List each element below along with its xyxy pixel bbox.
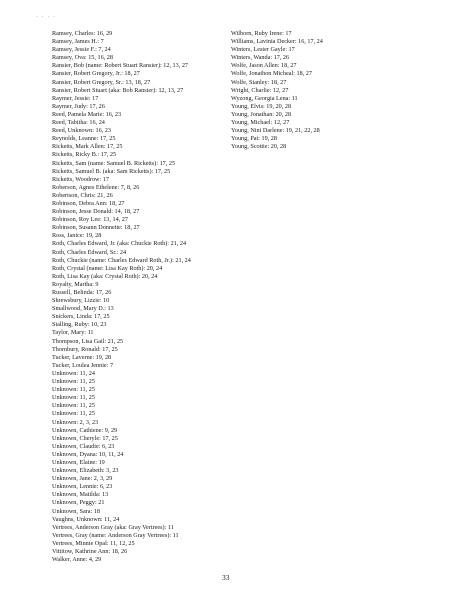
index-entry: Roth, Crystal (name: Lisa Kay Roth): 20, 24 [52,264,163,272]
index-entry: Wilborn, Ruby Irene: 17 [231,30,292,37]
index-entry: Wolfe, Stanley: 18, 27 [231,78,287,86]
index-entry: Wolfe, Jason Allen: 18, 27 [231,62,297,70]
index-entry: Royalty, Martha: 9 [52,280,99,288]
index-entry: Walker, Anne: 4, 29 [52,556,102,564]
index-entry: Ransier, Bob (name: Robert Stuart Ransier): 12, 13, 27 [52,62,189,70]
index-entry: Thompson, Lisa Gail: 21, 25 [52,337,124,345]
scan-corner-mark: · · · · [36,14,56,20]
index-entry: Young, Jonathan: 20, 28 [231,110,292,118]
index-entry: Vertrees, Gray (name: Anderson Gray Vertrees): 11 [52,531,179,539]
index-entry: Unknown: 11, 25 [52,378,95,386]
index-entry: Reed, Tabitha: 16, 24 [52,119,105,127]
index-entry: Vertrees, Anderson Gray (aka: Gray Vertrees): 11 [52,523,174,531]
index-entry: Vertrees, Minnie Opal: 11, 12, 25 [52,539,135,547]
index-entry: Ricketts, Woodrow: 17 [52,175,109,183]
index-entry: Roth, Lisa Kay (aka: Crystal Roth): 20, 24 [52,272,158,280]
index-entry: Young, Elvis: 19, 20, 28 [231,102,292,110]
index-entry: Ransier, Robert Gregory, Sr.: 13, 18, 27 [52,78,151,86]
index-entry: Unknown, Peggy: 21 [52,499,105,507]
index-entry: Unknown, Lennie: 6, 23 [52,483,113,491]
index-entry: Wolfe, Jonathon Micheal: 18, 27 [231,70,312,78]
index-entry: Unknown, Cathiene: 9, 29 [52,426,118,434]
index-entry: Unknown: 11, 25 [52,386,95,394]
index-entry: Unknown: 11, 25 [52,402,95,410]
index-entry: Roth, Chuckie (name: Charles Edward Roth, Jr.): 21, 24 [52,256,191,264]
index-entry: Ross, Janice: 19, 28 [52,232,102,240]
index-entry: Russell, Belinda: 17, 26 [52,289,112,296]
index-entry: Vaughns, Unknown: 11, 24 [52,515,120,523]
index-entry: Unknown, Elizabeth: 3, 23 [52,467,119,475]
index-entry: Reed, Unknown: 16, 23 [52,127,111,135]
index-entry: Unknown, Sara: 18 [52,507,100,515]
index-entry: Unknown, Cheryle: 17, 25 [52,434,118,442]
index-entry: Young, Nini Darlene: 19, 21, 22, 28 [231,127,320,135]
index-entry: Taylor, Mary: 11 [52,329,94,337]
index-entry: Wright, Charlie: 12, 27 [231,86,289,94]
index-entry: Tucker, Laverne: 19, 28 [52,353,112,361]
index-entry: Unknown: 2, 3, 23 [52,418,99,426]
index-entry: Robinson, Debra Ann: 18, 27 [52,199,125,207]
index-column-right [231,30,431,151]
index-entry: Unknown, Jane: 2, 3, 29 [52,475,113,483]
index-entry: Tucker, Loulea Jennie: 7 [52,361,114,369]
index-entry: Robinson, Roy Lee: 13, 14, 27 [52,216,128,224]
index-entry: Raymer, Jessie: 17 [52,94,99,102]
index-entry: Unknown, Claudie: 6, 23 [52,442,115,450]
index-entry: Unknown, Dyana: 10, 11, 24 [52,450,124,458]
index-entry: Ramsey, James H.: 7 [52,38,104,46]
index-entry: Roth, Charles Edward, Jr. (aka: Chuckie Roth): 21, 24 [52,240,187,248]
index-entry: Ramsey, Charles: 16, 29 [52,30,113,37]
index-entry: Ricketts, Ricky B.: 17, 25 [52,151,117,159]
index-entry: Robertson, Chris: 21, 26 [52,191,113,199]
index-entry: Roth, Charles Edward, Sr.: 24 [52,248,127,256]
index-entry: Reed, Pamela Marie: 16, 23 [52,110,122,118]
index-entry: Young, Michael: 12, 27 [231,119,290,127]
index-entry: Raymer, Judy: 17, 26 [52,102,105,110]
index-entry: Unknown, Matilda: 13 [52,491,109,499]
index-entry: Robinson, Susann Donnette: 18, 27 [52,224,140,232]
index-entry: Ricketts, Mark Allen: 17, 25 [52,143,123,151]
index-entry: Wyzong, Georgia Lena: 11 [231,94,298,102]
index-entry: Snickers, Linda: 17, 25 [52,313,110,321]
index-entry: Unknown: 11, 24 [52,369,95,377]
index-entry: Ramsey, Ova: 15, 16, 28 [52,54,113,62]
index-entry: Robinson, Jesse Donald: 14, 18, 27 [52,208,140,216]
index-entry: Shrewsbury, Lizzie: 10 [52,297,110,305]
page-number: 33 [222,573,230,582]
index-entry: Winters, Lester Gayle: 17 [231,46,295,54]
index-entry: Young, Pat: 19, 28 [231,135,277,143]
index-entry: Williams, Lavinia Decker: 16, 17, 24 [231,38,323,46]
index-entry: Thornbury, Ronald: 17, 25 [52,345,118,353]
index-entry: Ransier, Robert Gregory, Jr.: 18, 27 [52,70,140,78]
index-column-left [52,30,237,564]
index-entry: Ransier, Robert Stuart (aka: Bob Ransier): 12, 13, 27 [52,86,184,94]
index-entry: Unknown: 11, 25 [52,410,95,418]
index-entry: Unknown: 11, 25 [52,394,95,402]
index-entry: Ricketts, Sam (name: Samuel B. Ricketts): 17, 25 [52,159,176,167]
index-entry: Roberson, Agnes Ethelene: 7, 8, 26 [52,183,140,191]
index-entry: Winters, Wanda: 17, 26 [231,54,290,62]
index-entry: Vittitow, Kathrine Ann: 18, 26 [52,548,128,555]
index-entry: Ramsey, Jessie F.: 7, 24 [52,46,111,54]
index-entry: Stalling, Ruby: 10, 23 [52,321,107,329]
index-entry: Smallwood, Mary D.: 13 [52,305,114,313]
index-entry: Young, Scottie: 20, 28 [231,143,287,151]
index-entry: Unknown, Elaine: 19 [52,458,105,466]
index-entry: Reynolds, Leanne: 17, 25 [52,135,116,143]
index-entry: Ricketts, Samuel B. (aka: Sam Ricketts): 17, 25 [52,167,171,175]
